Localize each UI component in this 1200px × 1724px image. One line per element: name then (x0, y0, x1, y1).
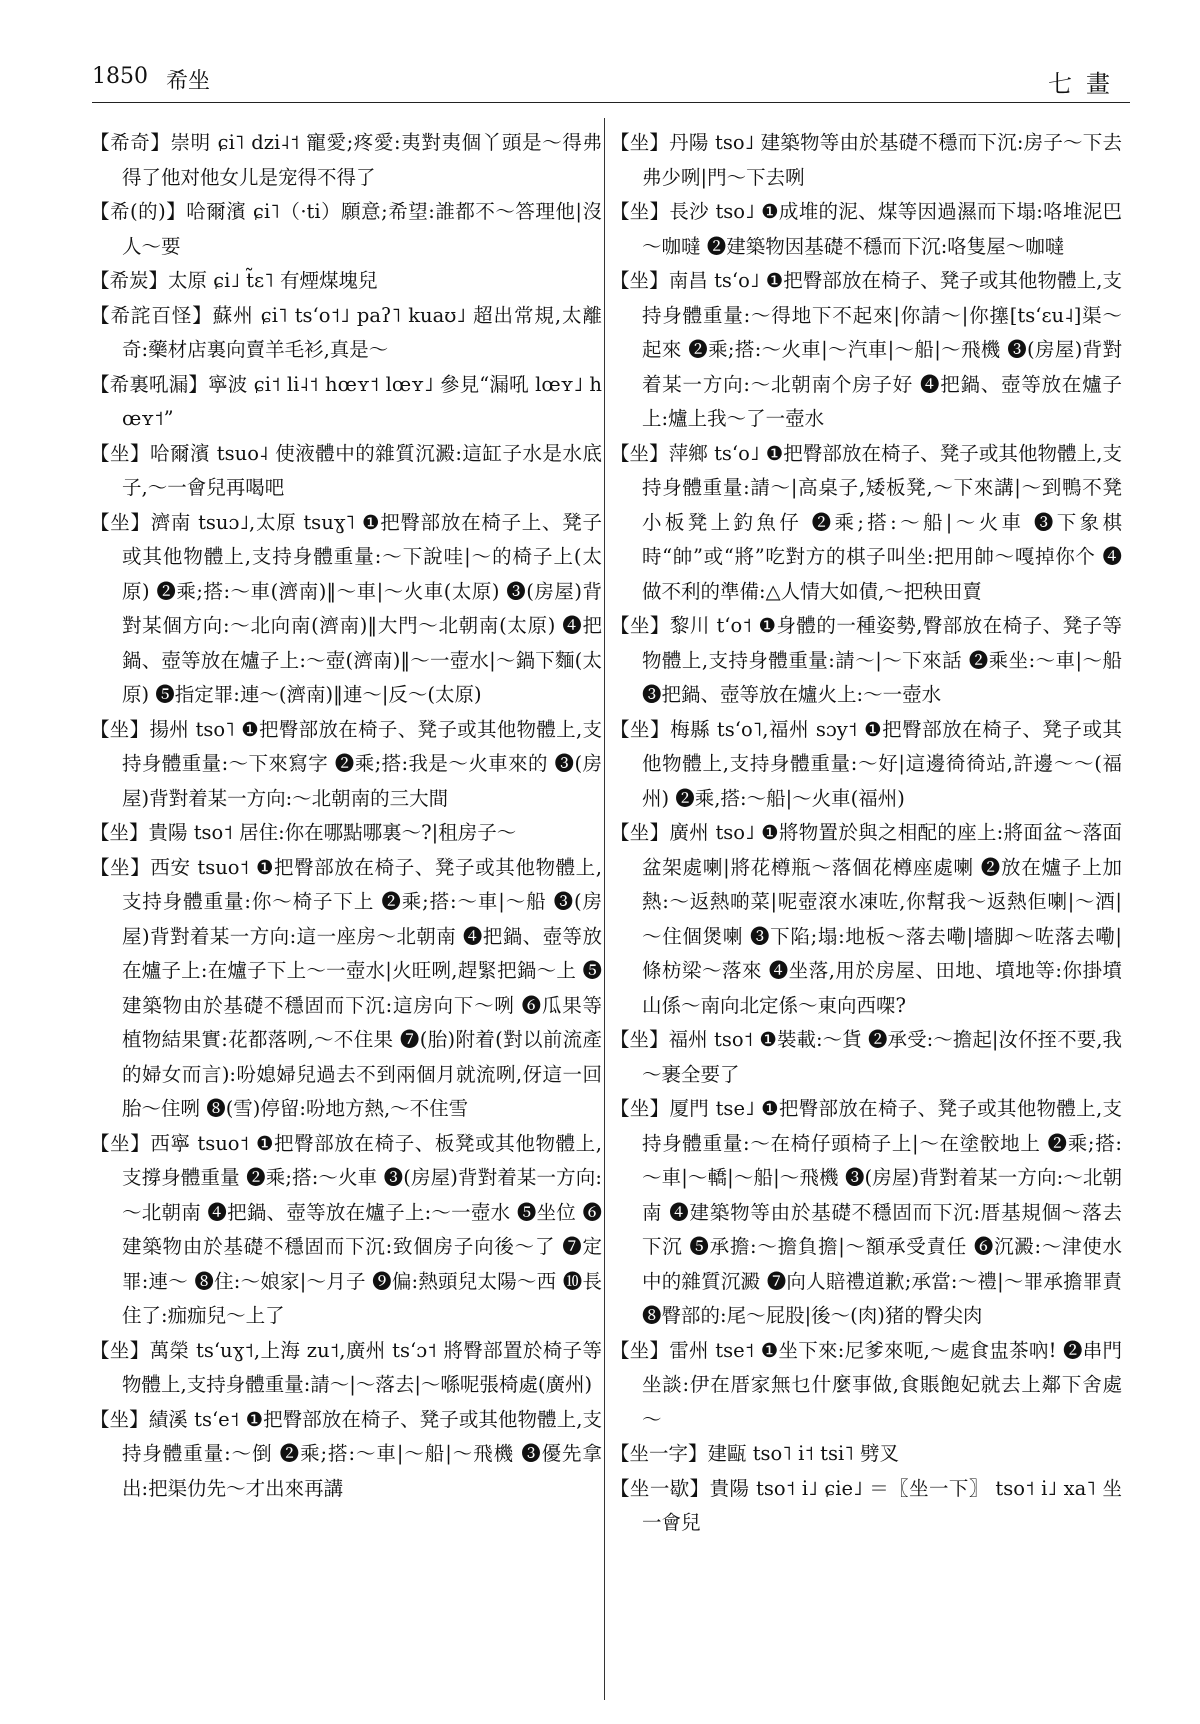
dictionary-entry (610, 816, 1122, 1023)
dictionary-entry (610, 609, 1122, 713)
left-column (90, 126, 602, 1506)
head-characters: 希坐 (166, 69, 211, 94)
entry-definition: 寧波 ɕi˦ li˨˦ hœʏ˦ lœʏ˩ 參見“漏吼 lœʏ˩ hœʏ˦” (122, 372, 602, 430)
entry-definition: 雷州 tse˦ ❶坐下來:尼爹來呃,～處食盅茶吶! ❷串門坐談:伊在厝家無乜什麼事做,食賬飽妃就去上鄰下舍處～ (642, 1338, 1122, 1431)
entry-headword: 【坐一字】 (610, 1442, 708, 1465)
entry-definition: 濟南 tsuɔ˩,太原 tsuɣ˥ ❶把臀部放在椅子上、凳子或其他物體上,支持身體重量:～下說哇|～的椅子上(太原) ❷乘;搭:～車(濟南)‖～車|～火車(太原) ❸(房屋)背對某個方向:～北向南(濟南)‖大門～北朝南(太原) ❹把鍋、壺等放在爐子上:～壺(濟南)‖～一壺水|～鍋下麵(太原) ❺指定罪:連～(濟南)‖連～|反～(太原) (122, 510, 602, 706)
right-column (610, 126, 1122, 1541)
entry-headword: 【坐】 (90, 821, 149, 844)
entry-definition: 哈爾濱 ɕi˥（·ti）願意;希望:誰都不～答理他|沒人～要 (122, 200, 602, 258)
entry-headword: 【坐】 (610, 614, 670, 637)
entry-definition: 建甌 tso˥ i˦ tsi˥ 劈叉 (707, 1442, 900, 1465)
dictionary-entry (90, 368, 602, 437)
entry-definition: 揚州 tso˥ ❶把臀部放在椅子、凳子或其他物體上,支持身體重量:～下來寫字 ❷乘;搭:我是～火車來的 ❸(房屋)背對着某一方向:～北朝南的三大間 (122, 717, 602, 810)
entry-definition: 西安 tsuo˦ ❶把臀部放在椅子、凳子或其他物體上,支持身體重量:你～椅子下上 ❷乘;搭:～車|～船 ❸(房屋)背對着某一方向:這一座房～北朝南 ❹把鍋、壺等放在爐子上:在爐子下上～一壺水|火旺咧,趕緊把鍋～上 ❺建築物由於基礎不穩固而下沉:這房向下～咧 ❻瓜果等植物結果實:花都落咧,～不住果 ❼(胎)附着(對以前流產的婦女而言):吩媳婦兒過去不到兩個月就流咧,伢這一回胎～住咧 ❽(雪)停留:吩地方熱,～不住雪 (122, 855, 602, 1120)
entry-headword: 【坐】 (610, 200, 670, 223)
entry-headword: 【坐】 (610, 1097, 670, 1120)
dictionary-entry (90, 437, 602, 506)
entry-definition: 太原 ɕi˩ t̃ɛ˥ 有煙煤塊兒 (168, 269, 378, 292)
page-header (92, 62, 1130, 103)
entry-headword: 【坐】 (90, 510, 151, 534)
dictionary-entry (610, 195, 1122, 264)
entry-definition: 黎川 tʻo˦ ❶身體的一種姿勢,臀部放在椅子、凳子等物體上,支持身體重量:請～|～下來話 ❷乘坐:～車|～船 ❸把鍋、壺等放在爐火上:～一壺水 (642, 614, 1122, 706)
entry-headword: 【希詫百怪】 (90, 303, 213, 327)
entry-definition: 貴陽 tso˦ 居住:你在哪點哪裏～?|租房子～ (148, 821, 517, 844)
entry-definition: 萬榮 tsʻuɣ˦,上海 zu˦,廣州 tsʻɔ˦ 將臀部置於椅子等物體上,支持身體重量:請～|～落去|～喺呢張椅處(廣州) (122, 1338, 602, 1396)
entry-headword: 【坐一歇】 (610, 1476, 710, 1500)
dictionary-entry (610, 437, 1122, 610)
dictionary-entry (610, 126, 1122, 195)
dictionary-entry (610, 1092, 1122, 1334)
dictionary-entry (90, 851, 602, 1127)
entry-definition: 厦門 tse˩ ❶把臀部放在椅子、凳子或其他物體上,支持身體重量:～在椅仔頭椅子上|～在塗骹地上 ❷乘;搭:～車|～轎|～船|～飛機 ❸(房屋)背對着某一方向:～北朝南 ❹建築物等由於基礎不穩固而下沉:厝基規個～落去下沉 ❺承擔:～擔負擔|～額承受責任 ❻沉澱:～津使水中的雜質沉澱 ❼向人賠禮道歉;承當:～禮|～罪承擔罪責 ❽臀部的:尾～屁股|後～(肉)猪的臀尖肉 (642, 1097, 1122, 1327)
column-divider (604, 118, 605, 1700)
dictionary-entry (610, 1334, 1122, 1438)
entry-headword: 【坐】 (90, 855, 151, 879)
dictionary-entry (90, 195, 602, 264)
entry-definition: 丹陽 tso˩ 建築物等由於基礎不穩而下沉:房子～下去弗少咧|門～下去咧 (642, 131, 1122, 189)
entry-headword: 【坐】 (90, 717, 150, 741)
entry-definition: 崇明 ɕi˥ dzi˨˦ 寵愛;疼愛:夷對夷個丫頭是～得弗得了他对他女儿是宠得不得了 (122, 131, 602, 189)
entry-definition: 哈爾濱 tsuo˨ 使液體中的雜質沉澱:這缸子水是水底子,～一會兒再喝吧 (122, 441, 602, 499)
entry-headword: 【坐】 (610, 1028, 669, 1051)
entry-headword: 【希炭】 (90, 269, 169, 292)
entry-headword: 【坐】 (610, 269, 669, 292)
entry-definition: 西寧 tsuo˦ ❶把臀部放在椅子、板凳或其他物體上,支撐身體重量 ❷乘;搭:～火車 ❸(房屋)背對着某一方向:～北朝南 ❹把鍋、壺等放在爐子上:～一壺水 ❺坐位 ❻建築物由於基礎不穩固而下沉:致個房子向後～了 ❼定罪:連～ ❽住:～娘家|～月子 ❾偏:熱頭兒太陽～西 ❿長住了:痂痂兒～上了 (122, 1131, 602, 1327)
dictionary-entry (90, 713, 602, 817)
dictionary-entry (610, 1437, 1122, 1472)
entry-definition: 梅縣 tsʻo˥,福州 sɔy˦ ❶把臀部放在椅子、凳子或其他物體上,支持身體重量:～好|這邊徛徛站,許邊～～(福州) ❷乘,搭:～船|～火車(福州) (642, 717, 1122, 810)
entry-headword: 【坐】 (90, 1407, 149, 1431)
dictionary-entry (610, 1023, 1122, 1092)
entry-headword: 【坐】 (90, 441, 151, 465)
entry-definition: 蘇州 ɕi˥ tsʻo˦˩ paʔ˥ kuaʊ˩ 超出常規,太離奇:藥材店裏向賣羊毛衫,真是～ (122, 303, 602, 361)
entry-headword: 【希(的)】 (90, 200, 187, 223)
entry-definition: 廣州 tso˩ ❶將物置於與之相配的座上:將面盆～落面盆架處喇|將花樽瓶～落個花樽座處喇 ❷放在爐子上加熱:～返熱啲菜|呢壺滾水凍咗,你幫我～返熱佢喇|～酒|～住個煲喇 ❸下陷;塌:地板～落去嘞|墻脚～咗落去嘞|條枋梁～落來 ❹坐落,用於房屋、田地、墳地等:你掛墳山係～南向北定係～東向西㗎? (642, 821, 1122, 1017)
entry-headword: 【坐】 (610, 821, 670, 844)
entry-definition: 福州 tso˦ ❶裝載:～貨 ❷承受:～擔起|汝伓挃不要,我～裹全要了 (642, 1028, 1122, 1086)
entry-headword: 【坐】 (90, 1131, 151, 1155)
entry-headword: 【坐】 (610, 1338, 670, 1362)
dictionary-entry (90, 126, 602, 195)
dictionary-entry (90, 1334, 602, 1403)
entry-definition: 南昌 tsʻo˩ ❶把臀部放在椅子、凳子或其他物體上,支持身體重量:～得地下不起來|你請～|你㩙[tsʻɛu˨]渠～起來 ❷乘;搭:～火車|～汽車|～船|～飛機 ❸(房屋)背對着某一方向:～北朝南个房子好 ❹把鍋、壺等放在爐子上:爐上我～了一壺水 (642, 269, 1122, 430)
dictionary-entry (610, 713, 1122, 817)
entry-definition: 萍鄉 tsʻo˩ ❶把臀部放在椅子、凳子或其他物體上,支持身體重量:請～|高桌子,矮板凳,～下來講|～到鴨不凳小板凳上釣魚仔 ❷乘;搭:～船|～火車 ❸下象棋時“帥”或“將”吃對方的棋子叫坐:把用帥～嘎掉你个 ❹做不利的準備:△人情大如債,～把秧田賣 (642, 441, 1122, 603)
dictionary-entry (610, 264, 1122, 437)
dictionary-entry (90, 816, 602, 851)
entry-headword: 【希奇】 (90, 131, 171, 154)
dictionary-entry (90, 1403, 602, 1507)
dictionary-entry (90, 264, 602, 299)
entry-definition: 貴陽 tso˦ i˩ ɕie˩ ＝〖坐一下〗 tso˦ i˩ xa˥ 坐一會兒 (642, 1476, 1122, 1534)
entry-headword: 【坐】 (610, 441, 669, 465)
entry-headword: 【坐】 (610, 717, 671, 741)
entry-headword: 【希裏吼漏】 (90, 372, 209, 396)
dictionary-entry (90, 299, 602, 368)
entry-headword: 【坐】 (90, 1338, 150, 1362)
entry-headword: 【坐】 (610, 131, 670, 154)
section-label: 七畫 (1048, 70, 1124, 98)
page-number: 1850 (92, 64, 148, 89)
dictionary-entry (610, 1472, 1122, 1541)
dictionary-entry (90, 1127, 602, 1334)
dictionary-entry (90, 506, 602, 713)
entry-definition: 績溪 tsʻe˦ ❶把臀部放在椅子、凳子或其他物體上,支持身體重量:～倒 ❷乘;搭:～車|～船|～飛機 ❸優先拿出:把渠仂先～才出來再講 (122, 1407, 602, 1500)
entry-definition: 長沙 tso˩ ❶成堆的泥、煤等因過濕而下塌:咯堆泥巴～咖噠 ❷建築物因基礎不穩而下沉:咯隻屋～咖噠 (642, 200, 1122, 258)
